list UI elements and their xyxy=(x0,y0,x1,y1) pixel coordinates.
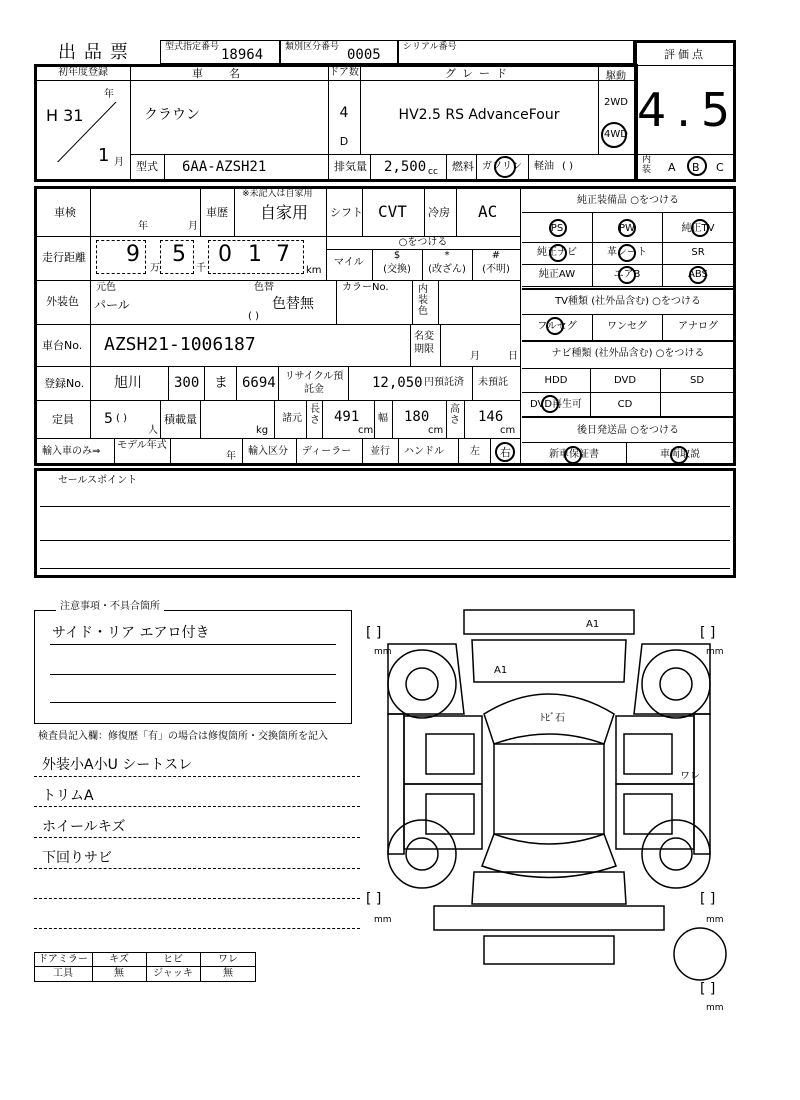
width-cm: cm xyxy=(428,425,444,436)
category-value: 0005 xyxy=(347,47,381,63)
equip-navi: 純正ナビ xyxy=(537,247,577,258)
name-change-month: 月 xyxy=(470,351,480,362)
drive-2wd: 2WD xyxy=(604,97,628,108)
first-reg-month: 1 xyxy=(98,145,110,166)
equip-airbag: エアB xyxy=(613,269,641,280)
doors-label: ドア数 xyxy=(329,67,359,78)
orig-color-value: パール xyxy=(94,298,130,312)
ac-label: 冷房 xyxy=(428,206,450,219)
import-label: 輸入車のみ⇒ xyxy=(42,446,101,457)
tire-depth-rr-unit: mm xyxy=(706,915,724,925)
inspector-line-2: トリムA xyxy=(42,788,94,804)
legend-r2-c3: ジャッキ xyxy=(153,968,193,979)
shift-value: CVT xyxy=(378,202,407,221)
model-value: 6AA-AZSH21 xyxy=(182,159,267,175)
chassis-value: AZSH21-1006187 xyxy=(104,334,256,355)
mileage-digit-1: 9 xyxy=(126,242,140,267)
height-value: 146 xyxy=(478,409,504,425)
rating-label: 評価点 xyxy=(664,48,706,61)
length-label: 長さ xyxy=(310,404,320,426)
damage-mark-1: A1 xyxy=(586,619,600,630)
tire-depth-spare-unit: mm xyxy=(706,1003,724,1013)
interior-b: B xyxy=(692,161,700,174)
fuel-gasoline-circle xyxy=(494,156,516,178)
tv-fullseg: フルセグ xyxy=(537,321,577,332)
man-label: 万 xyxy=(150,263,160,274)
notes-line-1: サイド・リア エアロ付き xyxy=(52,625,210,641)
height-cm: cm xyxy=(500,425,516,436)
page-title: 出品票 xyxy=(58,42,136,63)
equip-leather: 革シート xyxy=(607,247,647,258)
model-label: 型式 xyxy=(136,160,158,173)
tire-depth-fl-bracket: [ ] xyxy=(366,625,382,641)
history-label: 車歴 xyxy=(206,206,228,219)
doors-value: 4 xyxy=(339,105,349,121)
sales-point-label: セールスポイント xyxy=(58,475,138,486)
tire-depth-rl-bracket: [ ] xyxy=(366,891,382,907)
tire-depth-spare-bracket: [ ] xyxy=(700,981,716,997)
sen-label: 千 xyxy=(196,263,206,274)
later-title: 後日発送品 ○をつける xyxy=(577,425,679,436)
recycle-not: 未預託 xyxy=(478,377,508,388)
interior-a: A xyxy=(668,161,676,174)
mileage-digit-3: 0 xyxy=(218,242,232,267)
navi-title: ナビ種類 (社外品含む) ○をつける xyxy=(551,348,705,359)
type-approval-label: 型式指定番号 xyxy=(165,42,220,52)
ac-value: AC xyxy=(478,202,498,221)
navi-cd: CD xyxy=(617,399,633,410)
equip-pw-circle xyxy=(618,219,636,237)
grade-label: グレード xyxy=(445,67,513,80)
name-change-day: 日 xyxy=(508,351,518,362)
right-circle xyxy=(495,442,515,462)
import-class-label: 輸入区分 xyxy=(248,446,288,457)
inspector-label: 検査員記入欄：修復歴「有」の場合は修復箇所・交換箇所を記入 xyxy=(38,731,328,742)
navi-dvd-play-circle xyxy=(541,395,559,413)
later-warranty: 新車保証書 xyxy=(549,449,599,460)
tv-fullseg-circle xyxy=(546,317,564,335)
recycle-deposited: 円預託済 xyxy=(424,377,464,388)
later-manual: 車両取説 xyxy=(660,449,700,460)
notes-title: 注意事項・不具合箇所 xyxy=(56,602,164,612)
recycle-value: 12,050 xyxy=(372,375,423,391)
equip-navi-circle xyxy=(549,244,567,262)
damage-mark-2: A1 xyxy=(494,665,508,676)
unknown-label: (不明) xyxy=(482,264,510,275)
length-value: 491 xyxy=(334,409,360,425)
equip-leather-circle xyxy=(618,244,636,262)
load-label: 積載量 xyxy=(164,413,197,426)
load-unit: kg xyxy=(256,425,269,436)
width-value: 180 xyxy=(404,409,430,425)
navi-sd: SD xyxy=(689,375,705,386)
swap-sym: $ xyxy=(393,250,401,261)
interior-c: C xyxy=(716,161,724,174)
displacement-unit: cc xyxy=(428,167,438,177)
navi-dvd: DVD xyxy=(613,375,637,386)
type-approval-box xyxy=(160,40,280,64)
capacity-unit: 人 xyxy=(148,425,158,436)
tire-depth-fl-unit: mm xyxy=(374,647,392,657)
equip-airbag-circle xyxy=(618,266,636,284)
serial-box xyxy=(398,40,634,64)
color-label: 外装色 xyxy=(46,295,79,308)
first-reg-slash xyxy=(46,102,126,162)
inspector-line-3: ホイールキズ xyxy=(42,819,126,835)
car-name-label: 車名 xyxy=(192,67,266,80)
history-value: 自家用 xyxy=(260,203,309,222)
color-change-paren: ( ) xyxy=(248,311,259,322)
capacity-paren: ( ) xyxy=(116,413,127,424)
grade-value: HV2.5 RS AdvanceFour xyxy=(398,107,560,123)
reg-place: 旭川 xyxy=(114,375,142,391)
first-reg-label: 初年度登録 xyxy=(58,67,108,78)
km-label: km xyxy=(306,265,322,276)
width-label: 幅 xyxy=(378,413,388,424)
shift-label: シフト xyxy=(330,206,363,219)
shaken-label: 車検 xyxy=(54,206,76,219)
fuel-diesel: 軽油 xyxy=(534,161,554,172)
parallel-label: 並行 xyxy=(370,446,390,457)
tv-oneseg: ワンセグ xyxy=(607,321,647,332)
tv-analog: アナログ xyxy=(678,321,718,332)
mileage-digit-4: 1 xyxy=(248,242,262,267)
mileage-digit-5: 7 xyxy=(276,242,290,267)
shaken-month-label: 月 xyxy=(188,221,198,232)
displacement-label: 排気量 xyxy=(334,160,367,173)
orig-color-label: 元色 xyxy=(96,282,116,293)
legend-r1-c1: ドアミラー xyxy=(38,954,88,965)
mileage-label: 走行距離 xyxy=(42,251,86,264)
interior-label: 内装 xyxy=(642,155,652,175)
length-cm: cm xyxy=(358,425,374,436)
reg-label: 登録No. xyxy=(44,377,85,390)
inspector-line-1: 外装小A小U シートスレ xyxy=(42,757,193,773)
sales-point-box xyxy=(34,468,736,578)
legend-r1-c2: キズ xyxy=(109,954,129,965)
mark-note: ○をつける xyxy=(398,237,448,248)
chassis-label: 車台No. xyxy=(42,339,83,352)
legend-r2-c4: 無 xyxy=(223,968,233,979)
handle-label: ハンドル xyxy=(404,446,444,457)
equip-ps: PS xyxy=(550,223,564,234)
equip-title: 純正装備品 ○をつける xyxy=(577,195,679,206)
height-label: 高さ xyxy=(450,404,460,426)
swap-label: (交換) xyxy=(383,264,411,275)
name-change-label: 名変期限 xyxy=(414,331,434,355)
inspector-line-4: 下回りサビ xyxy=(42,850,112,866)
rating-value: 4.5 xyxy=(637,83,741,137)
equip-ps-circle xyxy=(549,219,567,237)
navi-hdd: HDD xyxy=(544,375,568,386)
tire-depth-fr-bracket: [ ] xyxy=(700,625,716,641)
interior-color-label: 内装色 xyxy=(418,284,428,317)
drive-4wd: 4WD xyxy=(604,129,628,140)
category-label: 類別区分番号 xyxy=(285,42,340,52)
drive-label: 駆動 xyxy=(606,71,626,82)
dealer-label: ディーラー xyxy=(302,446,352,457)
first-reg-month-label: 月 xyxy=(114,157,124,168)
color-change-value: 色替無 xyxy=(272,296,314,312)
unknown-sym: # xyxy=(491,250,501,261)
serial-label: シリアル番号 xyxy=(403,42,457,52)
tamper-label: (改ざん) xyxy=(428,264,466,275)
reg-class: 300 xyxy=(174,375,200,391)
car-body-diagram xyxy=(364,604,734,1044)
color-no-label: カラーNo. xyxy=(342,282,389,293)
tire-depth-rr-bracket: [ ] xyxy=(700,891,716,907)
right-label: 右 xyxy=(500,446,511,459)
first-reg-year-label: 年 xyxy=(104,89,114,100)
drive-4wd-circle xyxy=(601,122,627,148)
fuel-gasoline: ガソリン xyxy=(482,161,522,172)
mileage-digit-2: 5 xyxy=(172,242,186,267)
later-manual-circle xyxy=(670,446,688,464)
tire-depth-fr-unit: mm xyxy=(706,647,724,657)
shaken-year-label: 年 xyxy=(138,221,148,232)
equip-abs: ABS xyxy=(688,269,708,280)
damage-mark-4: ワレ xyxy=(680,771,700,782)
tire-depth-rl-unit: mm xyxy=(374,915,392,925)
first-reg-era: H 31 xyxy=(46,106,84,125)
tv-title: TV種類 (社外品含む) ○をつける xyxy=(555,296,701,307)
legend-r2-c1: 工具 xyxy=(53,968,73,979)
interior-b-circle xyxy=(687,156,707,176)
equip-sr: SR xyxy=(691,247,705,258)
legend-r1-c4: ワレ xyxy=(218,954,238,965)
model-year-unit: 年 xyxy=(226,451,236,462)
capacity-value: 5 xyxy=(104,411,113,427)
navi-dvd-play: DVD再生可 xyxy=(529,399,583,410)
displacement-value: 2,500 xyxy=(384,159,427,175)
model-year-label: モデル年式 xyxy=(117,440,167,451)
type-approval-value: 18964 xyxy=(221,47,264,63)
equip-tv: 純正TV xyxy=(681,223,715,234)
equip-abs-circle xyxy=(689,266,707,284)
fuel-label: 燃料 xyxy=(452,160,474,173)
tamper-sym: * xyxy=(444,250,450,261)
equip-tv-circle xyxy=(691,219,709,237)
equip-aw: 純正AW xyxy=(538,269,576,280)
dim-label: 諸元 xyxy=(282,413,302,424)
car-name-value: クラウン xyxy=(144,107,200,123)
left-label: 左 xyxy=(470,446,480,457)
category-box xyxy=(280,40,398,64)
capacity-label: 定員 xyxy=(52,413,74,426)
legend-r1-c3: ヒビ xyxy=(163,954,183,965)
legend-r2-c2: 無 xyxy=(114,968,124,979)
mile-label: マイル xyxy=(334,257,364,268)
damage-mark-3: ﾄﾋﾞ石 xyxy=(540,713,565,724)
doors-sub: D xyxy=(339,135,349,148)
reg-number: 6694 xyxy=(242,375,276,391)
fuel-other: ( ) xyxy=(562,161,573,172)
history-note: ※未記入は自家用 xyxy=(242,189,313,199)
recycle-label: リサイクル預託金 xyxy=(284,371,344,395)
later-warranty-circle xyxy=(564,446,582,464)
color-change-label: 色替 xyxy=(254,282,274,293)
reg-kana: ま xyxy=(214,375,228,391)
equip-pw: PW xyxy=(619,223,635,234)
